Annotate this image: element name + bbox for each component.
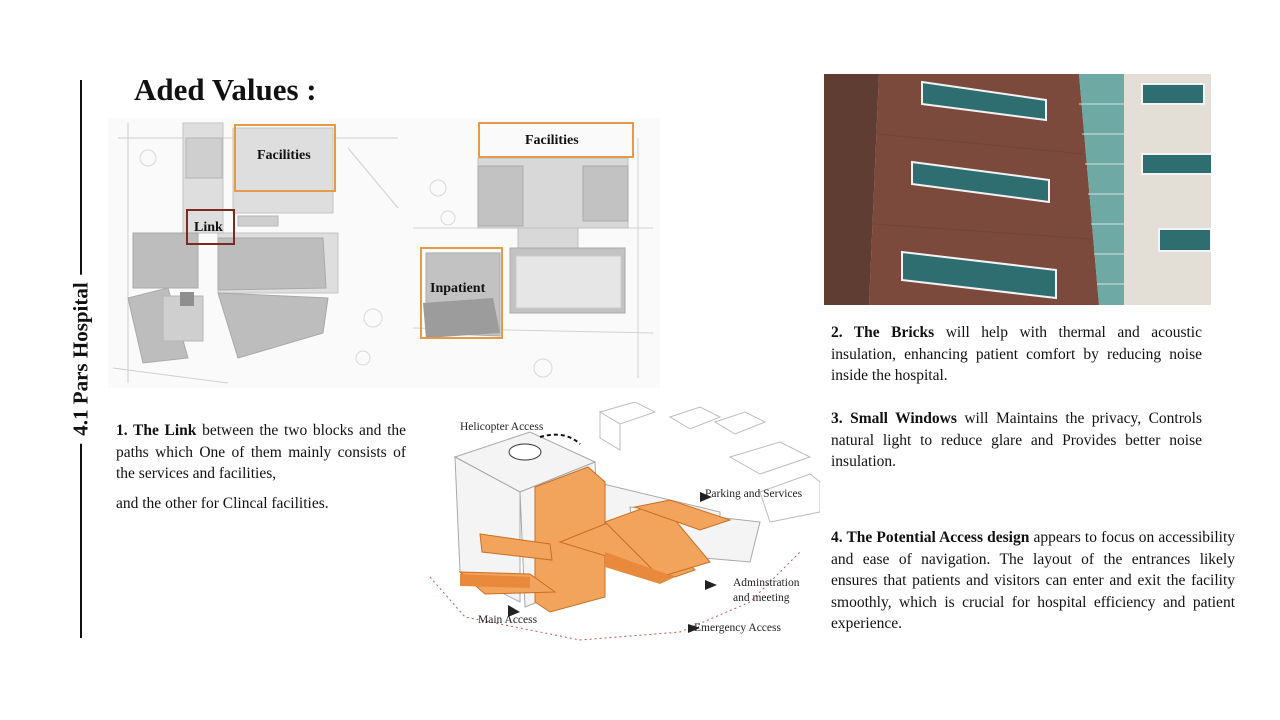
bricks-heading: 2. The Bricks (831, 324, 935, 341)
section-label: 4.1 Pars Hospital (69, 274, 94, 443)
facilities-label-left: Facilities (257, 148, 311, 163)
link-heading: 1. The Link (116, 422, 197, 439)
access-text: appears to focus on accessibility and ease of navigation. The layout of the entrances likely ensures that patients and visitors can enter and exit the facility smoothly, which is crucial for hospital efficiency and patient experience. (831, 529, 1236, 632)
parking-services-label: Parking and Services (705, 488, 803, 500)
inpatient-label: Inpatient (430, 281, 486, 296)
bricks-description (831, 322, 1202, 387)
windows-heading: 3. Small Windows (831, 410, 957, 427)
axonometric-drawing (420, 402, 820, 646)
administration-label-line2: and meeting (733, 592, 790, 604)
facade-photo-drawing (824, 74, 1211, 305)
access-heading: 4. The Potential Access design (831, 529, 1030, 546)
windows-description (831, 408, 1202, 473)
facade-photo (824, 74, 1211, 305)
link-text: between the two blocks and the paths which One of them mainly consists of the services and facilities, (116, 422, 406, 482)
site-plan-left (108, 118, 408, 388)
page-title: Aded Values : (134, 72, 317, 107)
link-label: Link (194, 220, 223, 235)
helicopter-access-label: Helicopter Access (460, 421, 544, 433)
facilities-label-right: Facilities (525, 133, 579, 148)
administration-label-line1: Adminstration (733, 577, 800, 589)
access-description (831, 527, 1235, 635)
link-description (116, 420, 406, 514)
link-text-continued: and the other for Clincal facilities. (116, 494, 329, 512)
bricks-text: will help with thermal and acoustic insulation, enhancing patient comfort by reducing noise inside the hospital. (831, 324, 1202, 384)
main-access-label: Main Access (478, 614, 538, 626)
site-plan-right (408, 118, 660, 388)
windows-text: will Maintains the privacy, Controls natural light to reduce glare and Provides better noise insulation. (831, 410, 1202, 470)
access-axonometric-diagram (420, 402, 820, 646)
emergency-access-label: Emergency Access (694, 622, 781, 634)
